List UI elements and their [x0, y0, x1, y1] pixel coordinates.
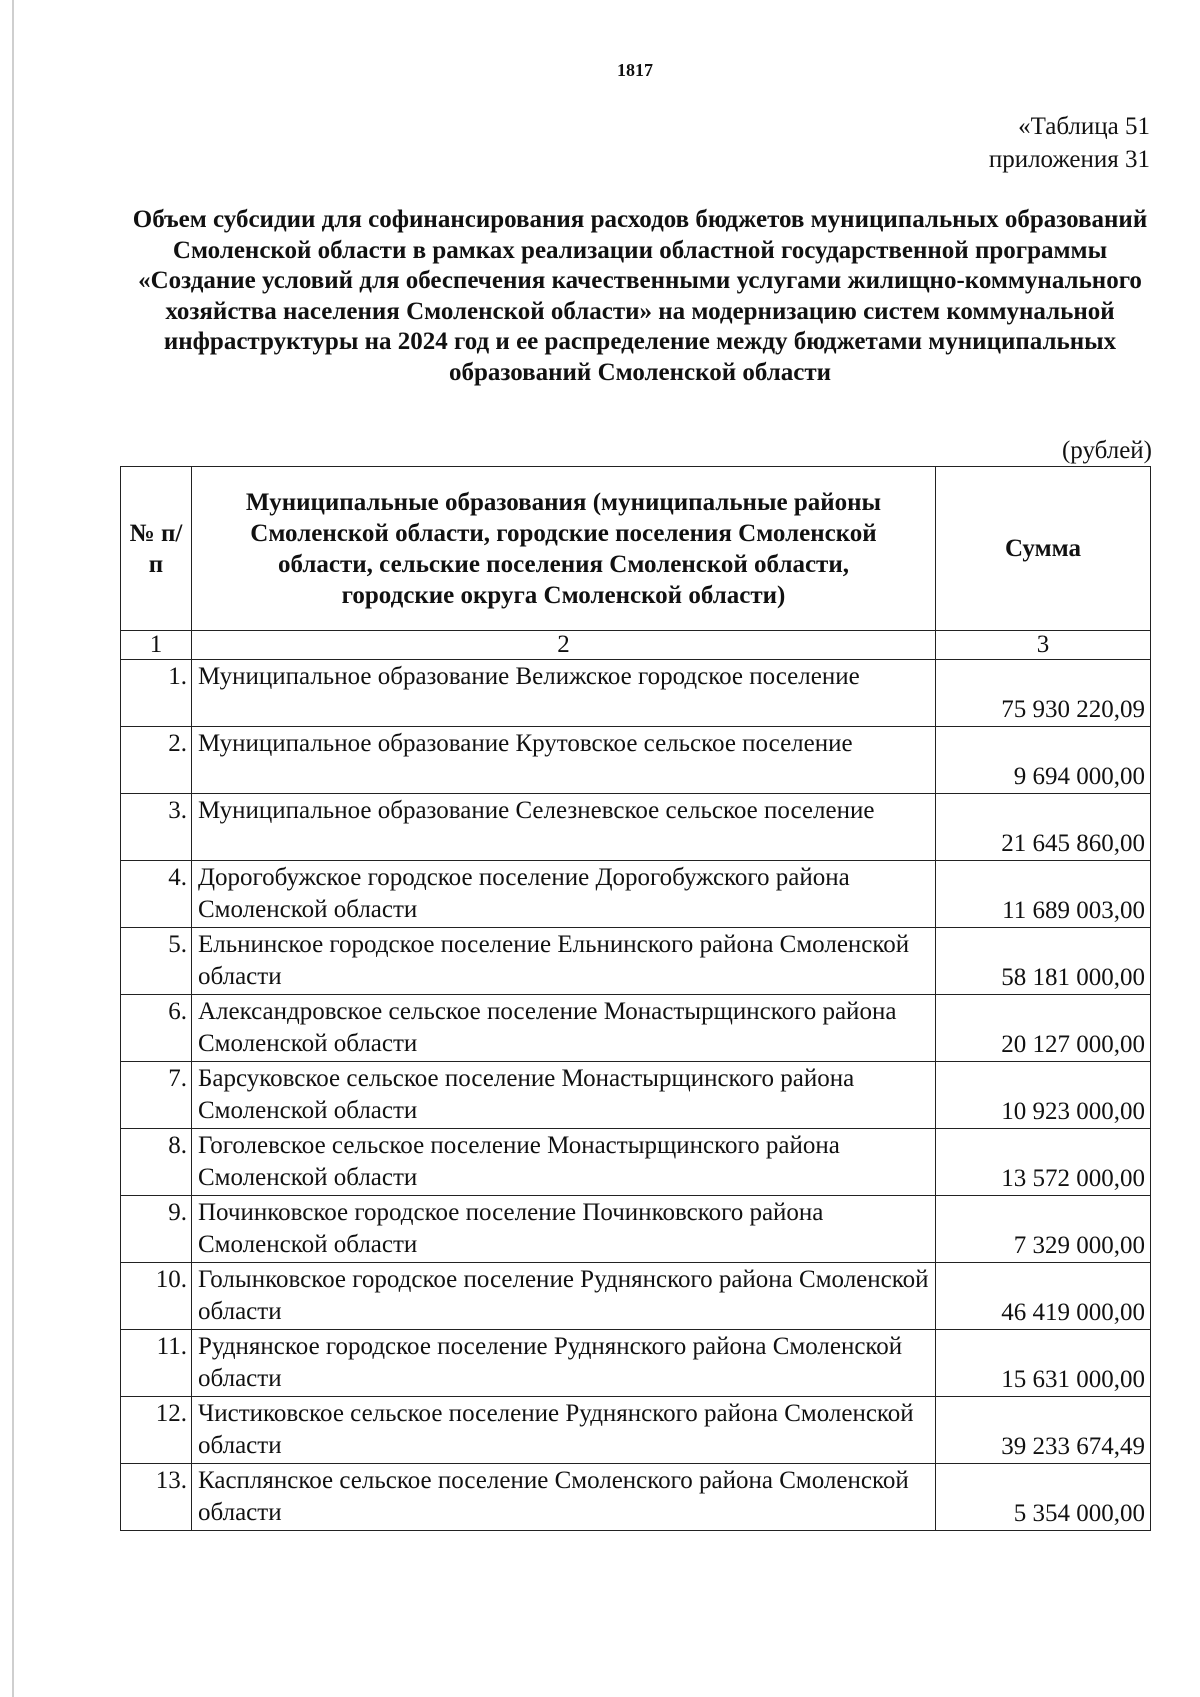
row-amount: 21 645 860,00 [936, 794, 1151, 861]
row-municipality: Барсуковское сельское поселение Монастырщинского района Смоленской области [192, 1062, 936, 1129]
row-amount: 7 329 000,00 [936, 1196, 1151, 1263]
header-num: № п/п [121, 467, 192, 631]
row-number: 5. [121, 928, 192, 995]
row-municipality: Муниципальное образование Крутовское сельское поселение [192, 727, 936, 794]
row-municipality: Голынковское городское поселение Руднянского района Смоленской области [192, 1263, 936, 1330]
table-row [121, 1263, 1151, 1330]
header-sum: Сумма [936, 467, 1151, 631]
column-number-1: 1 [121, 631, 192, 660]
row-amount: 20 127 000,00 [936, 995, 1151, 1062]
column-number-row [121, 631, 1151, 660]
row-number: 6. [121, 995, 192, 1062]
row-municipality: Руднянское городское поселение Руднянского района Смоленской области [192, 1330, 936, 1397]
table-row [121, 861, 1151, 928]
row-number: 10. [121, 1263, 192, 1330]
row-amount: 5 354 000,00 [936, 1464, 1151, 1531]
table-reference [989, 110, 1150, 176]
table-row [121, 794, 1151, 861]
table-row [121, 1129, 1151, 1196]
table-row [121, 660, 1151, 727]
unit-label: (рублей) [1061, 437, 1152, 464]
row-amount: 11 689 003,00 [936, 861, 1151, 928]
row-amount: 75 930 220,09 [936, 660, 1151, 727]
row-municipality: Муниципальное образование Велижское городское поселение [192, 660, 936, 727]
row-number: 9. [121, 1196, 192, 1263]
row-municipality: Гоголевское сельское поселение Монастырщинского района Смоленской области [192, 1129, 936, 1196]
table-row [121, 995, 1151, 1062]
table-header-row [121, 467, 1151, 631]
row-number: 8. [121, 1129, 192, 1196]
row-municipality: Касплянское сельское поселение Смоленского района Смоленской области [192, 1464, 936, 1531]
row-amount: 46 419 000,00 [936, 1263, 1151, 1330]
row-amount: 13 572 000,00 [936, 1129, 1151, 1196]
row-municipality: Починковское городское поселение Починковского района Смоленской области [192, 1196, 936, 1263]
page-number: 1817 [617, 60, 653, 80]
row-amount: 39 233 674,49 [936, 1397, 1151, 1464]
row-number: 4. [121, 861, 192, 928]
document-title: Объем субсидии для софинансирования расходов бюджетов муниципальных образований Смоленской области в рамках реализации областной государственной программы «Создание условий для обеспечения качественными услугами жилищно-коммунального хозяйства населения Смоленской области» на модернизацию систем коммунальной инфраструктуры на 2024 год и ее распределение между бюджетами муниципальных образований Смоленской области [132, 206, 1148, 386]
row-number: 1. [121, 660, 192, 727]
table-row [121, 1397, 1151, 1464]
column-number-3: 3 [936, 631, 1151, 660]
row-number: 12. [121, 1397, 192, 1464]
row-number: 3. [121, 794, 192, 861]
row-municipality: Дорогобужское городское поселение Дорогобужского района Смоленской области [192, 861, 936, 928]
table-body [121, 660, 1151, 1531]
table-row [121, 1464, 1151, 1531]
page-edge-shadow [12, 0, 14, 1697]
row-amount: 58 181 000,00 [936, 928, 1151, 995]
header-municipality: Муниципальные образования (муниципальные районы Смоленской области, городские поселения Смоленской области, сельские поселения Смоленской области, городские округа Смоленской области) [192, 467, 936, 631]
row-amount: 15 631 000,00 [936, 1330, 1151, 1397]
row-amount: 9 694 000,00 [936, 727, 1151, 794]
row-number: 7. [121, 1062, 192, 1129]
table-reference-line2: приложения 31 [988, 146, 1150, 173]
table-row [121, 1062, 1151, 1129]
row-municipality: Муниципальное образование Селезневское сельское поселение [192, 794, 936, 861]
table-row [121, 1330, 1151, 1397]
row-municipality: Александровское сельское поселение Монастырщинского района Смоленской области [192, 995, 936, 1062]
row-amount: 10 923 000,00 [936, 1062, 1151, 1129]
row-number: 13. [121, 1464, 192, 1531]
table-row [121, 928, 1151, 995]
row-number: 11. [121, 1330, 192, 1397]
table-row [121, 727, 1151, 794]
row-number: 2. [121, 727, 192, 794]
row-municipality: Ельнинское городское поселение Ельнинского района Смоленской области [192, 928, 936, 995]
table-reference-line1: «Таблица 51 [1018, 113, 1150, 140]
table-row [121, 1196, 1151, 1263]
subsidy-table [120, 466, 1151, 1531]
row-municipality: Чистиковское сельское поселение Руднянского района Смоленской области [192, 1397, 936, 1464]
column-number-2: 2 [192, 631, 936, 660]
